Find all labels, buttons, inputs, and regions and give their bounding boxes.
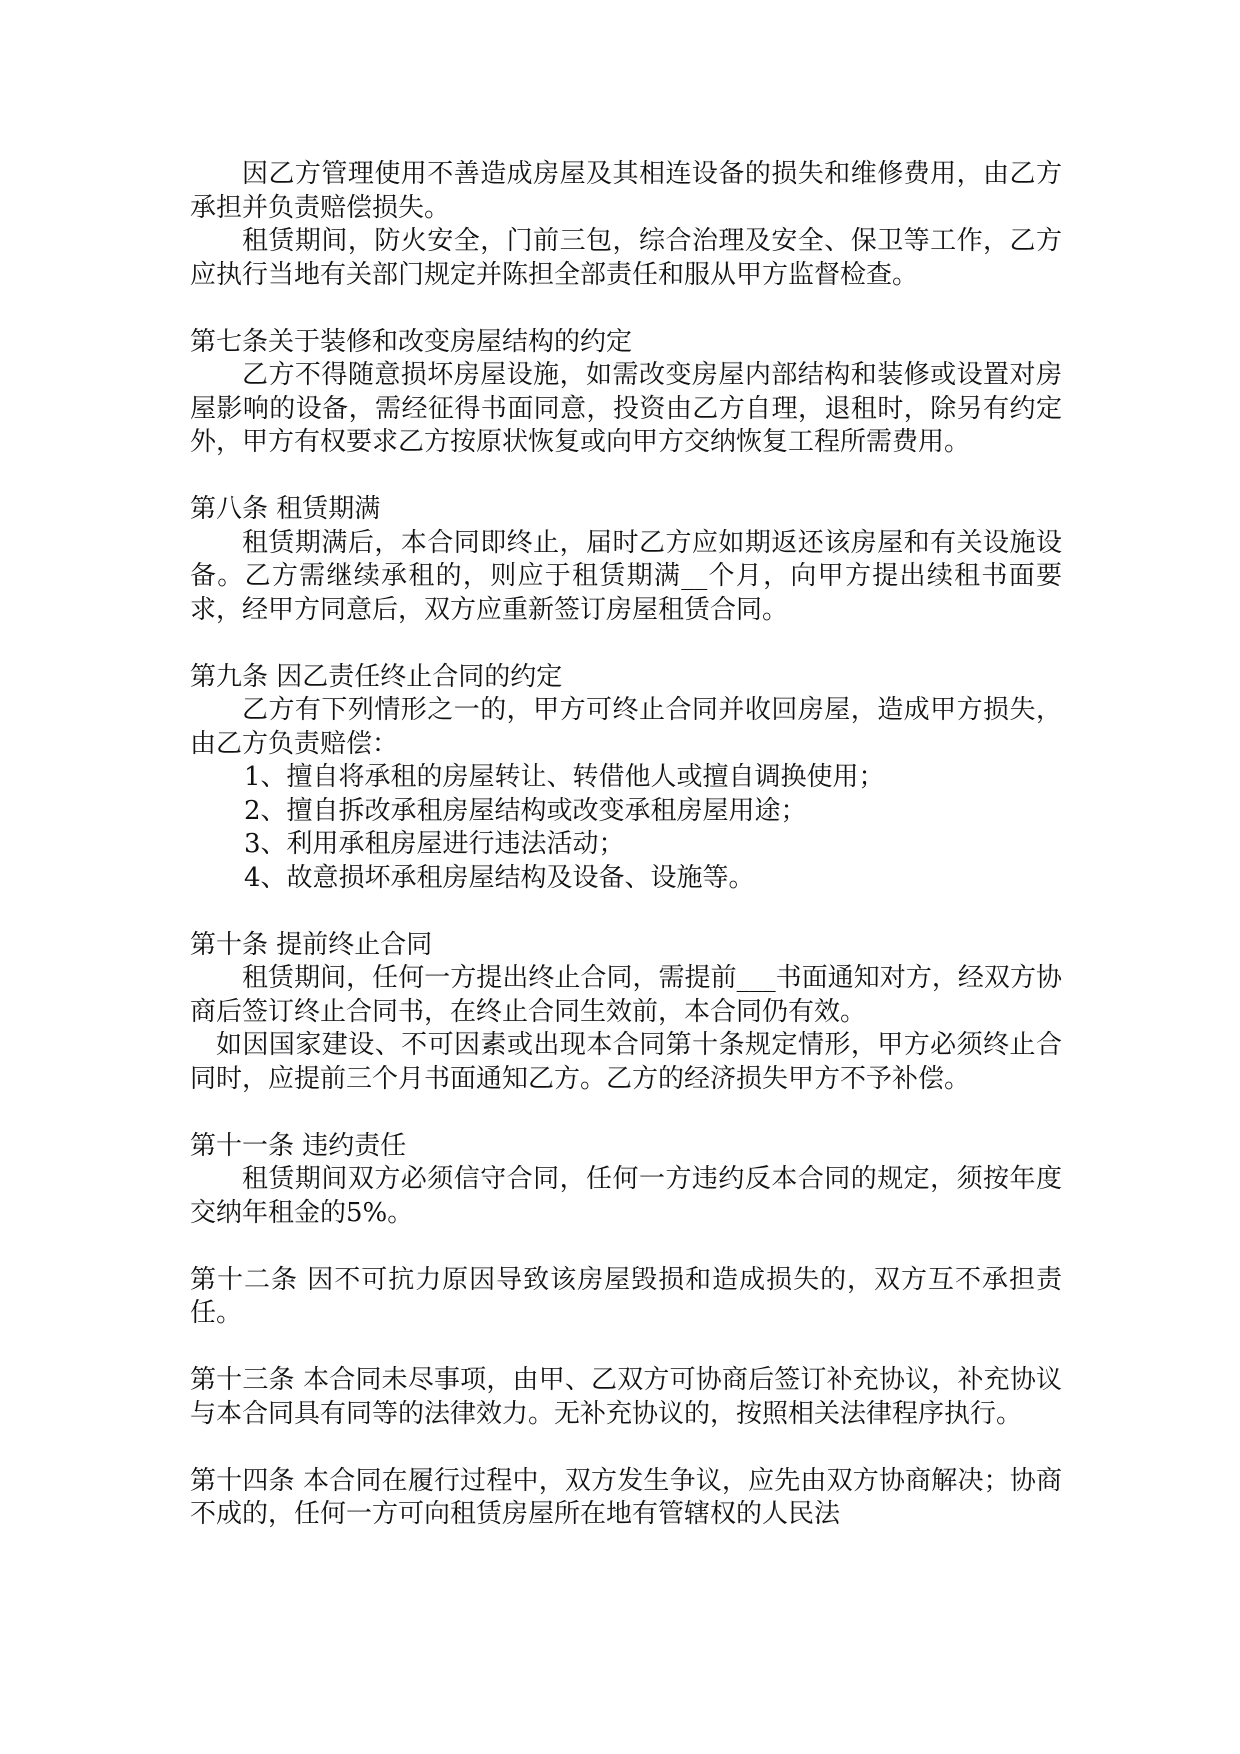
article-heading: 第十一条 违约责任: [190, 1130, 407, 1161]
body-paragraph: 租赁期满后，本合同即终止，届时乙方应如期返还该房屋和有关设施设备。乙方需继续承租的，则应于租赁期满__个月，向甲方提出续租书面要求，经甲方同意后，双方应重新签订房屋租赁合同。: [190, 527, 1062, 625]
paragraph-gap: [190, 1230, 1062, 1264]
body-paragraph: 租赁期间，任何一方提出终止合同，需提前___书面通知对方，经双方协商后签订终止合同书，在终止合同生效前，本合同仍有效。: [190, 963, 1062, 1027]
article-heading: 第十条 提前终止合同: [190, 929, 433, 960]
article-heading: 第九条 因乙责任终止合同的约定: [190, 661, 563, 692]
paragraph-gap: [190, 292, 1062, 326]
paragraph-gap: [190, 1431, 1062, 1465]
list-item: 1、擅自将承租的房屋转让、转借他人或擅自调换使用；: [244, 762, 885, 792]
paragraph-gap: [190, 1331, 1062, 1365]
article-heading: 第十四条 本合同在履行过程中，双方发生争议，应先由双方协商解决；协商不成的，任何一方可向租赁房屋所在地有管辖权的人民法: [190, 1465, 1063, 1529]
list-item: 4、故意损坏承租房屋结构及设备、设施等。: [244, 862, 755, 893]
document-page: [190, 158, 1062, 1532]
article-heading: 第八条 租赁期满: [190, 494, 381, 524]
paragraph-gap: [190, 460, 1062, 494]
body-paragraph: 因乙方管理使用不善造成房屋及其相连设备的损失和维修费用，由乙方承担并负责赔偿损失。: [190, 159, 1062, 223]
paragraph-gap: [190, 1096, 1062, 1130]
body-paragraph: 如因国家建设、不可因素或出现本合同第十条规定情形，甲方必须终止合同时，应提前三个月书面通知乙方。乙方的经济损失甲方不予补偿。: [190, 1030, 1062, 1094]
paragraph-gap: [190, 627, 1062, 661]
list-item: 2、擅自拆改承租房屋结构或改变承租房屋用途；: [244, 795, 807, 826]
article-heading: 第七条关于装修和改变房屋结构的约定: [190, 326, 633, 357]
body-paragraph: 乙方不得随意损坏房屋设施，如需改变房屋内部结构和装修或设置对房屋影响的设备，需经征得书面同意，投资由乙方自理，退租时，除另有约定外，甲方有权要求乙方按原状恢复或向甲方交纳恢复工程所需费用。: [190, 360, 1062, 457]
list-item: 3、利用承租房屋进行违法活动；: [244, 829, 625, 859]
body-paragraph: 租赁期间，防火安全，门前三包，综合治理及安全、保卫等工作，乙方应执行当地有关部门规定并陈担全部责任和服从甲方监督检查。: [190, 226, 1062, 290]
article-heading: 第十三条 本合同未尽事项，由甲、乙双方可协商后签订补充协议，补充协议与本合同具有同等的法律效力。无补充协议的，按照相关法律程序执行。: [190, 1365, 1063, 1429]
article-heading: 第十二条 因不可抗力原因导致该房屋毁损和造成损失的，双方互不承担责任。: [190, 1264, 1062, 1328]
body-paragraph: 租赁期间双方必须信守合同，任何一方违约反本合同的规定，须按年度交纳年租金的5%。: [190, 1164, 1062, 1228]
body-paragraph: 乙方有下列情形之一的，甲方可终止合同并收回房屋，造成甲方损失，由乙方负责赔偿：: [190, 695, 1062, 759]
paragraph-gap: [190, 895, 1062, 929]
